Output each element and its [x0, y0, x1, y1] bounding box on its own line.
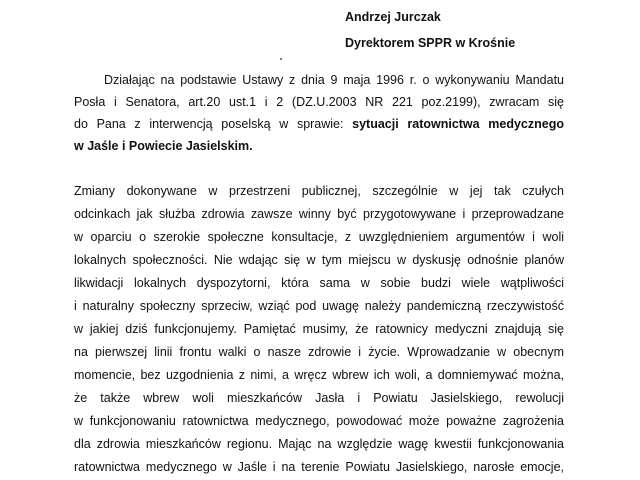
paragraph2-line-8: na pierwszej linii frontu walki o nasze zdrowie i życie. Wprowadzanie w obecnym	[74, 345, 564, 359]
paragraph1-subject-cont: w Jaśle i Powiecie Jasielskim.	[74, 139, 253, 153]
paragraph2-line-11: w funkcjonowaniu ratownictwa medycznego, powodować może poważne zagrożenia	[74, 414, 564, 428]
paragraph2-line-1: Zmiany dokonywane w przestrzeni publicznej, szczególnie w jej tak czułych	[74, 184, 564, 198]
paragraph2-line-10: że także wbrew woli mieszkańców Jasła i Powiatu Jasielskiego, rewolucji	[74, 391, 564, 405]
paragraph2-line-3: w oparciu o szerokie społeczne konsultacje, z uwzględnieniem argumentów i woli	[74, 230, 564, 244]
paragraph2-line-13: ratownictwa medycznego w Jaśle i na terenie Powiatu Jasielskiego, narosłe emocje,	[74, 460, 564, 474]
paragraph2-line-4: lokalnych społeczności. Nie wdając się w tym miejscu w dyskusję odnośnie planów	[74, 253, 564, 267]
paragraph2-line-6: i naturalny społeczny sprzeciw, wziąć pod uwagę należy pandemiczną rzeczywistość	[74, 299, 564, 313]
addressee-name: Andrzej Jurczak	[345, 10, 441, 24]
paragraph2-line-2: odcinkach jak służba zdrowia zawsze winny być przygotowywane i przeprowadzane	[74, 207, 564, 221]
paragraph1-line-2: Posła i Senatora, art.20 ust.1 i 2 (DZ.U.2003 NR 221 poz.2199), zwracam się	[74, 95, 564, 109]
paragraph2-line-5: likwidacji lokalnych dyspozytorni, która sama w sobie budzi wiele wątpliwości	[74, 276, 564, 290]
scan-speck	[280, 58, 282, 60]
addressee-title: Dyrektorem SPPR w Krośnie	[345, 36, 516, 50]
paragraph1-line-3-text: do Pana z interwencją poselską w sprawie:	[74, 117, 353, 131]
paragraph2-line-7: w jakiej dziś funkcjonujemy. Pamiętać musimy, że ratownicy medyczni znajdują się	[74, 322, 564, 336]
paragraph1-subject: sytuacji ratownictwa medycznego	[352, 117, 564, 131]
paragraph1-line-3	[74, 116, 564, 132]
paragraph1-line-1: Działając na podstawie Ustawy z dnia 9 maja 1996 r. o wykonywaniu Mandatu	[104, 73, 564, 87]
paragraph2-line-12: dla zdrowia mieszkańców regionu. Mając na względzie wagę kwestii funkcjonowania	[74, 437, 564, 451]
paragraph2-line-9: momencie, bez uzgodnienia z nimi, a wręcz wbrew ich woli, a domniemywać można,	[74, 368, 564, 382]
